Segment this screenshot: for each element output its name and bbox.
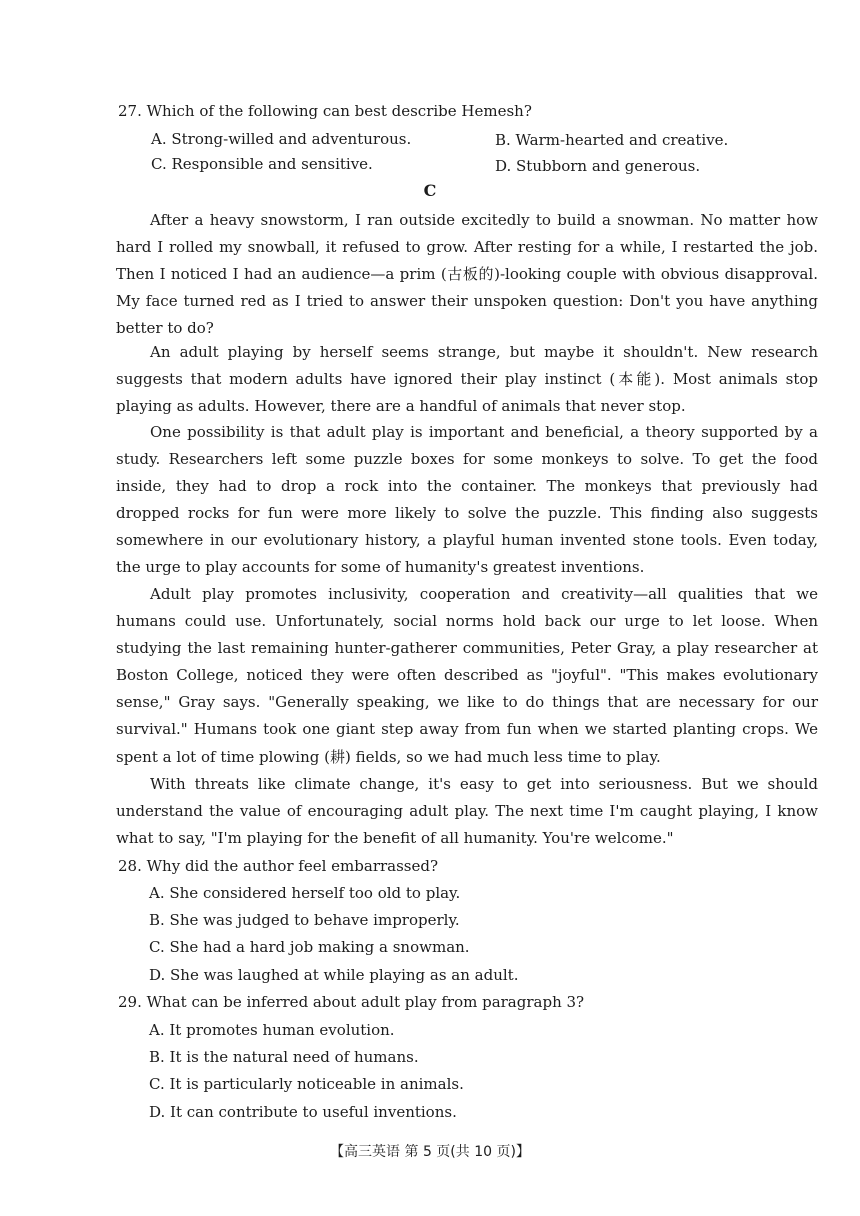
question-28-stem: 28. Why did the author feel embarrassed? [118, 857, 439, 875]
question-28-option-d: D. She was laughed at while playing as an adult. [149, 966, 519, 984]
question-27-option-b: B. Warm-hearted and creative. [495, 131, 729, 149]
question-27-stem: 27. Which of the following can best describe Hemesh? [118, 102, 532, 120]
question-28-option-b: B. She was judged to behave improperly. [149, 911, 460, 929]
page-footer: 【高三英语 第 5 页(共 10 页)】 [330, 1144, 530, 1160]
question-29-option-a: A. It promotes human evolution. [149, 1021, 395, 1039]
question-29-option-b: B. It is the natural need of humans. [149, 1048, 419, 1066]
question-27-option-d: D. Stubborn and generous. [495, 157, 701, 175]
passage-paragraph-3: One possibility is that adult play is important and beneficial, a theory supported by a study. Researchers left some puzzle boxes for some monkeys to solve. To get the food inside, they had to drop a rock into the container. The monkeys that previously had dropped rocks for fun were more likely to solve the puzzle. This finding also suggests somewhere in our evolutionary history, a playful human invented stone tools. Even today, the urge to play accounts for some of humanity's greatest inventions. [116, 423, 818, 577]
question-28-option-a: A. She considered herself too old to play. [149, 884, 461, 902]
question-27-option-c: C. Responsible and sensitive. [151, 155, 373, 173]
question-29-stem: 29. What can be inferred about adult play from paragraph 3? [118, 993, 585, 1011]
question-28-option-c: C. She had a hard job making a snowman. [149, 938, 470, 956]
question-29-option-d: D. It can contribute to useful inventions. [149, 1103, 457, 1121]
passage-paragraph-2: An adult playing by herself seems strange, but maybe it shouldn't. New research suggests that modern adults have ignored their play instinct (本能). Most animals stop playing as adults. However, there are a handful of animals that never stop. [116, 343, 818, 416]
question-27-option-a: A. Strong-willed and adventurous. [151, 130, 412, 148]
section-heading: C [423, 181, 437, 200]
passage-paragraph-1: After a heavy snowstorm, I ran outside excitedly to build a snowman. No matter how hard I rolled my snowball, it refused to grow. After resting for a while, I restarted the job. Then I noticed I had an audience—a prim (古板的)-looking couple with obvious disapproval. My face turned red as I tried to answer their unspoken question: Don't you have anything better to do? [116, 211, 818, 338]
passage-paragraph-4: Adult play promotes inclusivity, cooperation and creativity—all qualities that we humans could use. Unfortunately, social norms hold back our urge to let loose. When studying the last remaining hunter-gatherer communities, Peter Gray, a play researcher at Boston College, noticed they were often described as "joyful". "This makes evolutionary sense," Gray says. "Generally speaking, we like to do things that are necessary for our survival." Humans took one giant step away from fun when we started planting crops. We spent a lot of time plowing (耕) fields, so we had much less time to play. [116, 585, 818, 766]
question-29-option-c: C. It is particularly noticeable in animals. [149, 1075, 464, 1093]
passage-paragraph-5: With threats like climate change, it's easy to get into seriousness. But we should understand the value of encouraging adult play. The next time I'm caught playing, I know what to say, "I'm playing for the benefit of all humanity. You're welcome." [116, 775, 818, 848]
